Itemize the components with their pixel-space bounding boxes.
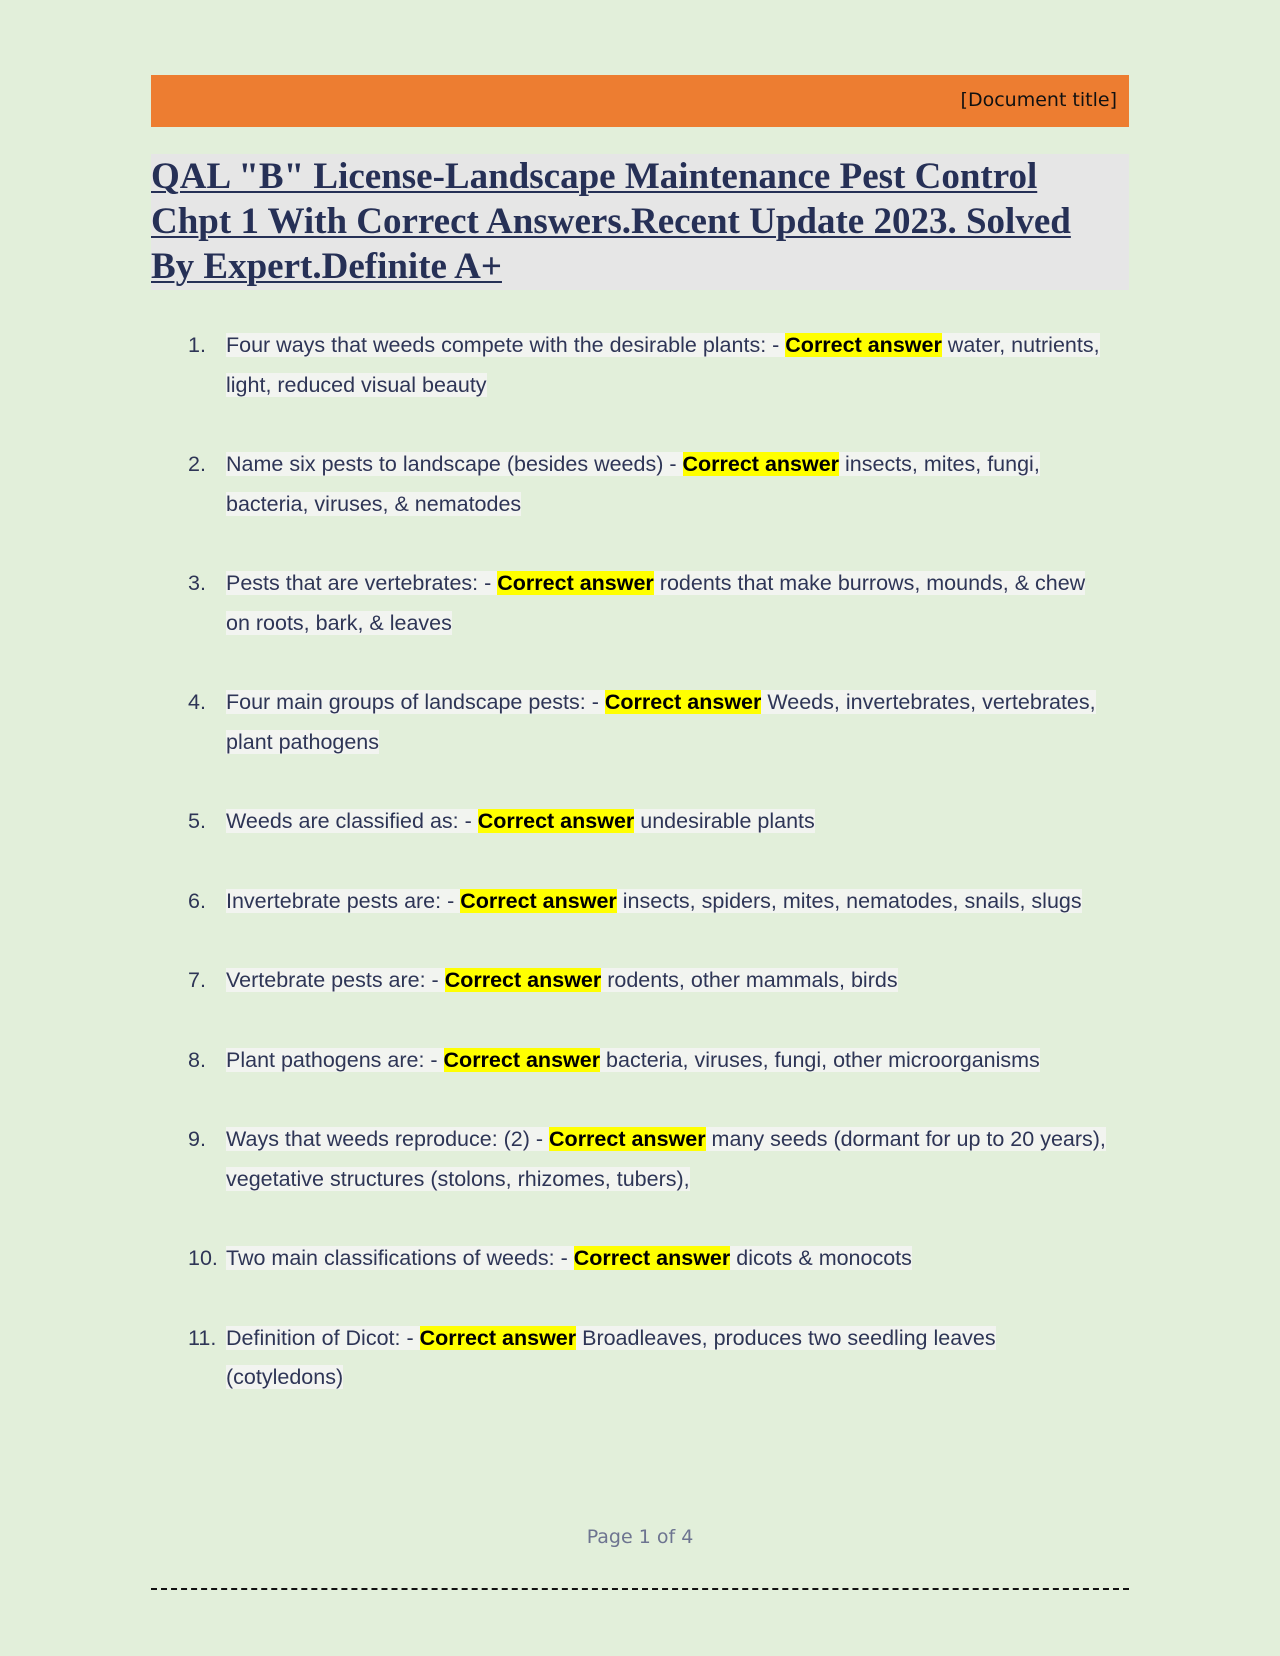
list-item [0, 1041, 1280, 1081]
question-text: Four ways that weeds compete with the desirable plants: - [226, 333, 786, 357]
correct-answer-label: Correct answer [785, 333, 942, 357]
page-title [151, 154, 1129, 289]
list-item [0, 802, 1280, 842]
list-item [0, 564, 1280, 643]
item-number: 4. [188, 690, 206, 714]
item-body [226, 1041, 1106, 1081]
item-number: 1. [188, 333, 206, 357]
item-body [226, 564, 1106, 643]
item-body [226, 326, 1106, 405]
answer-text: insects, spiders, mites, nematodes, snails, slugs [616, 888, 1082, 913]
list-item [0, 683, 1280, 762]
item-body [226, 882, 1106, 922]
answer-text: undesirable plants [634, 809, 815, 833]
item-number: 3. [188, 571, 206, 595]
question-text: Invertebrate pests are: - [226, 888, 461, 913]
document-header-bar [151, 75, 1129, 127]
question-text: Definition of Dicot: - [226, 1325, 420, 1350]
answer-text: rodents, other mammals, birds [601, 968, 898, 992]
title-line-1: QAL "B" License-Landscape Maintenance Pest Control [151, 156, 1038, 197]
item-number: 10. [188, 1246, 218, 1270]
list-item [0, 326, 1280, 405]
answer-text: water, nutrients, light, reduced visual beauty [226, 333, 1100, 397]
correct-answer-label: Correct answer [573, 1246, 731, 1270]
correct-answer-label: Correct answer [477, 809, 635, 833]
item-number: 11. [188, 1325, 217, 1350]
item-body [226, 961, 1106, 1001]
question-text: Weeds are classified as: - [226, 809, 478, 833]
correct-answer-label: Correct answer [682, 452, 840, 476]
title-line-2: Chpt 1 With Correct Answers.Recent Update 2023. Solved [151, 201, 1071, 242]
answer-text: dicots & monocots [730, 1246, 912, 1270]
answer-text: insects, mites, fungi, bacteria, viruses, & nematodes [226, 452, 1040, 516]
item-body [226, 1239, 1106, 1279]
correct-answer-label: Correct answer [497, 571, 654, 595]
page-number: Page 1 of 4 [586, 1526, 694, 1548]
list-item [0, 1319, 1280, 1398]
item-body [226, 445, 1106, 524]
item-number: 2. [188, 452, 206, 476]
item-number: 6. [188, 888, 206, 913]
correct-answer-label: Correct answer [419, 1325, 577, 1350]
item-number: 9. [188, 1127, 206, 1151]
item-body [226, 683, 1106, 762]
item-number: 8. [188, 1047, 206, 1072]
question-text: Vertebrate pests are: - [226, 968, 445, 992]
list-item [0, 1120, 1280, 1199]
question-text: Pests that are vertebrates: - [226, 571, 498, 595]
correct-answer-label: Correct answer [444, 968, 602, 992]
answer-text: Weeds, invertebrates, vertebrates, plant pathogens [226, 690, 1096, 754]
correct-answer-label: Correct answer [460, 888, 617, 913]
item-number: 7. [188, 968, 206, 992]
title-line-3: By Expert.Definite A+ [151, 246, 502, 287]
correct-answer-label: Correct answer [549, 1127, 706, 1151]
item-body [226, 802, 1106, 842]
answer-text: many seeds (dormant for up to 20 years), vegetative structures (stolons, rhizomes, tubers), [226, 1127, 1106, 1191]
list-item [0, 445, 1280, 524]
question-text: Plant pathogens are: - [226, 1047, 444, 1072]
document-title-placeholder: [Document title] [960, 89, 1117, 111]
item-body [226, 1120, 1106, 1199]
answer-text: Broadleaves, produces two seedling leaves (cotyledons) [226, 1325, 996, 1389]
question-text: Ways that weeds reproduce: (2) - [226, 1127, 550, 1151]
answer-text: rodents that make burrows, mounds, & chew on roots, bark, & leaves [226, 571, 1086, 635]
footer-divider [151, 1588, 1129, 1590]
list-item [0, 1239, 1280, 1279]
question-text: Name six pests to landscape (besides weeds) - [226, 452, 683, 476]
correct-answer-label: Correct answer [443, 1047, 601, 1072]
item-number: 5. [188, 809, 206, 833]
item-body [226, 1319, 1106, 1398]
correct-answer-label: Correct answer [604, 690, 762, 714]
question-text: Two main classifications of weeds: - [226, 1246, 574, 1270]
list-item [0, 961, 1280, 1001]
question-answer-list [0, 326, 1280, 1438]
list-item [0, 882, 1280, 922]
title-block [151, 154, 1129, 290]
answer-text: bacteria, viruses, fungi, other microorganisms [600, 1047, 1040, 1072]
question-text: Four main groups of landscape pests: - [226, 690, 605, 714]
